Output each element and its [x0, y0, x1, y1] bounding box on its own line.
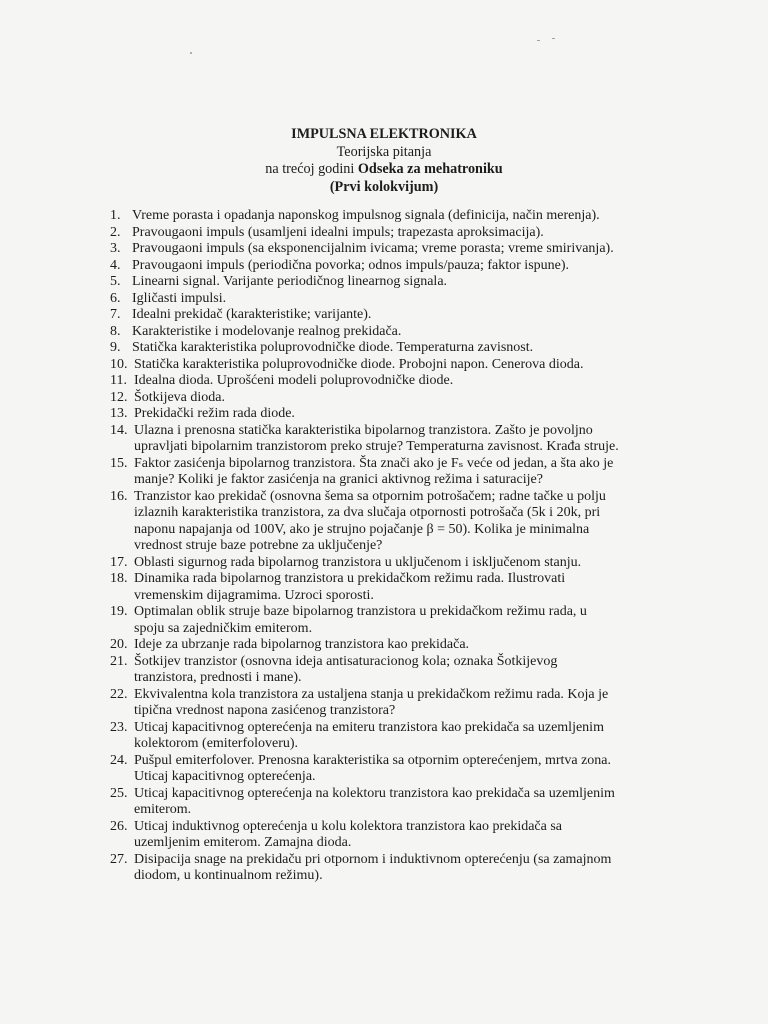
- question-item: [0, 241, 768, 258]
- question-text: [134, 687, 674, 720]
- question-number: 27.: [110, 851, 128, 867]
- question-text-line: Optimalan oblik struje baze bipolarnog tranzistora u prekidačkom režimu rada, u: [134, 604, 587, 619]
- question-text-line: naponu napajanja od 100V, ako je strujno pojačanje β = 50). Kolika je minimalna: [134, 521, 590, 537]
- scan-speck: [190, 52, 192, 54]
- question-item: [0, 208, 768, 225]
- question-item: [0, 357, 768, 374]
- question-text-line: Uticaj kapacitivnog opterećenja na emiteru tranzistora kao prekidača sa uzemljenim: [134, 719, 604, 735]
- question-text: [134, 406, 674, 423]
- question-text-line: Ideje za ubrzanje rada bipolarnog tranzistora kao prekidača.: [134, 637, 470, 652]
- question-text-line: kolektorom (emiterfoloveru).: [134, 736, 299, 751]
- question-text: [134, 555, 674, 572]
- question-text: [134, 654, 674, 687]
- question-item: [0, 340, 768, 357]
- question-text-line: vremenskim dijagramima. Uzroci sporosti.: [134, 587, 374, 603]
- question-number: 1.: [110, 208, 121, 223]
- question-text-line: Ulazna i prenosna statička karakteristika bipolarnog tranzistora. Zašto je povoljno: [134, 422, 593, 438]
- question-number: 14.: [110, 422, 128, 438]
- question-item: [0, 225, 768, 242]
- question-text-line: Faktor zasićenja bipolarnog tranzistora. Šta znači ako je Fₛ veće od jedan, a šta ako je: [134, 455, 614, 471]
- question-number: 19.: [110, 604, 128, 619]
- question-text: [134, 423, 674, 456]
- question-number: 20.: [110, 637, 128, 652]
- question-item: [0, 324, 768, 341]
- question-text-line: Pravougaoni impuls (usamljeni idealni impuls; trapezasta aproksimacija).: [132, 224, 544, 240]
- question-text-line: Tranzistor kao prekidač (osnovna šema sa otpornim potrošačem; radne tačke u polju: [134, 488, 606, 504]
- question-text: [132, 208, 672, 225]
- question-text: [134, 357, 674, 374]
- document-title: IMPULSNA ELEKTRONIKA: [291, 126, 477, 142]
- question-text: [134, 489, 674, 555]
- document-subtitle: Teorijska pitanja: [336, 143, 432, 160]
- question-item: [0, 555, 768, 572]
- question-text-line: manje? Koliki je faktor zasićenja na granici aktivnog režima i saturacije?: [134, 472, 543, 487]
- question-text-line: tranzistora, prednosti i mane).: [134, 670, 302, 685]
- question-list: [0, 208, 768, 885]
- question-item: [0, 571, 768, 604]
- question-text-line: Statička karakteristika poluprovodničke diode. Probojni napon. Cenerova dioda.: [134, 356, 584, 372]
- question-text-line: spoju sa zajedničkim emiterom.: [134, 620, 313, 636]
- question-text-line: Uticaj kapacitivnog opterećenja.: [134, 769, 316, 784]
- question-text-line: Uticaj kapacitivnog opterećenja na kolektoru tranzistora kao prekidača sa uzemljenim: [134, 785, 615, 801]
- question-text-line: Linearni signal. Varijante periodičnog linearnog signala.: [132, 274, 448, 289]
- question-item: [0, 819, 768, 852]
- question-text-line: Dinamika rada bipolarnog tranzistora u prekidačkom režimu rada. Ilustrovati: [134, 571, 566, 586]
- question-text-line: Oblasti sigurnog rada bipolarnog tranzistora u uključenom i isključenom stanju.: [134, 554, 582, 570]
- question-text-line: emiterom.: [134, 802, 192, 817]
- question-item: [0, 373, 768, 390]
- course-line-prefix: na trećoj godini: [265, 161, 358, 177]
- question-number: 21.: [110, 653, 128, 669]
- question-text-line: Pravougaoni impuls (sa eksponencijalnim ivicama; vreme porasta; vreme smirivanja).: [132, 241, 614, 256]
- question-number: 10.: [110, 356, 128, 372]
- question-text-line: Karakteristike i modelovanje realnog prekidača.: [132, 323, 402, 339]
- question-text: [134, 571, 674, 604]
- question-item: [0, 852, 768, 885]
- question-item: [0, 637, 768, 654]
- question-item: [0, 456, 768, 489]
- question-item: [0, 258, 768, 275]
- question-text-line: Disipacija snage na prekidaču pri otpornom i induktivnom opterećenju (sa zamajnom: [134, 851, 612, 867]
- scan-speck: [537, 40, 540, 41]
- question-item: [0, 274, 768, 291]
- question-number: 25.: [110, 785, 128, 801]
- question-item: [0, 307, 768, 324]
- document-header: [0, 126, 768, 196]
- question-text: [132, 340, 672, 357]
- question-text-line: Pušpul emiterfolover. Prenosna karakteristika sa otpornim opterećenjem, mrtva zona.: [134, 752, 612, 768]
- question-text-line: Prekidački režim rada diode.: [134, 406, 295, 421]
- question-text: [132, 241, 672, 258]
- question-text-line: izlaznih karakteristika tranzistora, za dva slučaja otpornosti potrošača (5k i 20k, pri: [134, 505, 601, 520]
- question-number: 6.: [110, 290, 121, 306]
- question-text: [134, 604, 674, 637]
- question-number: 17.: [110, 554, 128, 570]
- question-text-line: diodom, u kontinualnom režimu).: [134, 868, 323, 883]
- question-text: [134, 786, 674, 819]
- scan-speck: [552, 38, 555, 39]
- question-number: 26.: [110, 818, 128, 834]
- question-item: [0, 423, 768, 456]
- question-number: 24.: [110, 752, 128, 768]
- question-number: 16.: [110, 488, 128, 504]
- question-text: [134, 390, 674, 407]
- question-number: 23.: [110, 719, 128, 735]
- question-item: [0, 786, 768, 819]
- question-text: [132, 291, 672, 308]
- question-text: [134, 456, 674, 489]
- question-text-line: Ekvivalentna kola tranzistora za ustaljena stanja u prekidačkom režimu rada. Koja je: [134, 686, 609, 702]
- question-item: [0, 720, 768, 753]
- question-text-line: Uticaj induktivnog opterećenja u kolu kolektora tranzistora kao prekidača sa: [134, 818, 563, 834]
- question-number: 18.: [110, 571, 128, 586]
- question-text: [134, 720, 674, 753]
- question-text: [134, 753, 674, 786]
- question-text-line: upravljati bipolarnim tranzistorom preko struje? Temperaturna zavisnost. Krađa struje.: [134, 439, 619, 454]
- question-item: [0, 291, 768, 308]
- question-number: 3.: [110, 241, 121, 256]
- question-text: [134, 373, 674, 390]
- question-item: [0, 390, 768, 407]
- question-number: 8.: [110, 323, 121, 339]
- question-number: 22.: [110, 686, 128, 702]
- question-text: [132, 324, 672, 341]
- question-number: 15.: [110, 455, 128, 471]
- question-item: [0, 489, 768, 555]
- question-text-line: vrednost struje baze potrebne za uključenje?: [134, 538, 383, 553]
- question-text-line: Šotkijeva dioda.: [134, 389, 225, 405]
- question-text-line: Šotkijev tranzistor (osnovna ideja antisaturacionog kola; oznaka Šotkijevog: [134, 653, 558, 669]
- question-number: 7.: [110, 307, 121, 322]
- question-text: [132, 225, 672, 242]
- question-number: 13.: [110, 406, 128, 421]
- question-item: [0, 406, 768, 423]
- question-text: [134, 637, 674, 654]
- question-text-line: Pravougaoni impuls (periodična povorka; odnos impuls/pauza; faktor ispune).: [132, 257, 570, 273]
- question-number: 5.: [110, 274, 121, 289]
- question-item: [0, 654, 768, 687]
- question-text-line: Igličasti impulsi.: [132, 290, 227, 306]
- question-item: [0, 687, 768, 720]
- question-text-line: Vreme porasta i opadanja naponskog impulsnog signala (definicija, način merenja).: [132, 208, 600, 223]
- question-text-line: tipična vrednost napona zasićenog tranzistora?: [134, 703, 396, 718]
- question-text: [134, 819, 674, 852]
- question-text-line: Statička karakteristika poluprovodničke diode. Temperaturna zavisnost.: [132, 340, 534, 355]
- course-line-department: Odseka za mehatroniku: [357, 161, 503, 177]
- question-number: 11.: [110, 373, 127, 388]
- question-text: [132, 258, 672, 275]
- document-course-line: [0, 161, 768, 179]
- document-exam-label: (Prvi kolokvijum): [329, 178, 439, 195]
- question-number: 12.: [110, 389, 128, 405]
- question-number: 2.: [110, 224, 121, 240]
- question-text: [134, 852, 674, 885]
- question-text-line: Idealni prekidač (karakteristike; varijante).: [132, 307, 372, 322]
- question-text: [132, 307, 672, 324]
- question-number: 9.: [110, 340, 121, 355]
- question-number: 4.: [110, 257, 121, 273]
- question-item: [0, 753, 768, 786]
- question-text: [132, 274, 672, 291]
- question-text-line: uzemljenim emiterom. Zamajna dioda.: [134, 835, 352, 850]
- question-item: [0, 604, 768, 637]
- question-text-line: Idealna dioda. Uprošćeni modeli poluprovodničke diode.: [134, 373, 454, 388]
